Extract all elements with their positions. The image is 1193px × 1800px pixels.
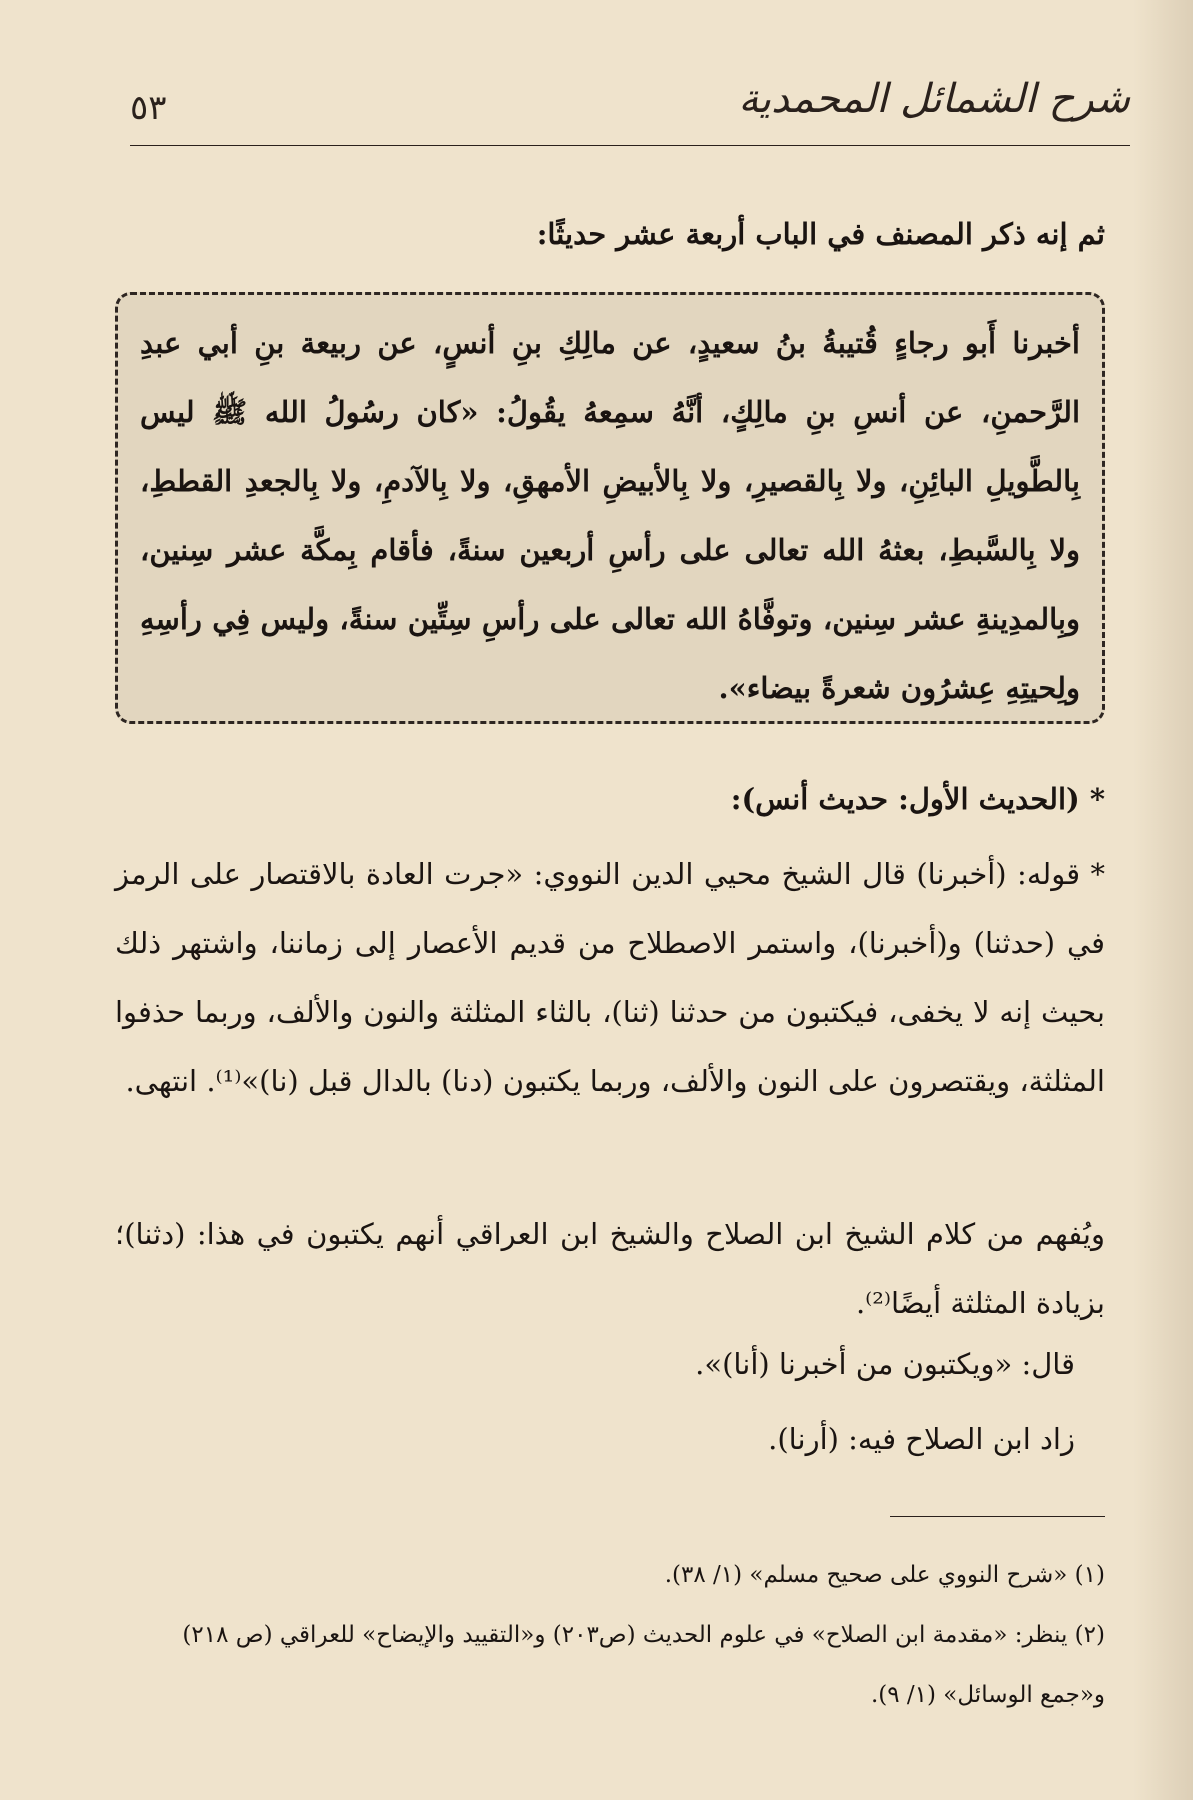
- footnotes: [115, 1545, 1105, 1725]
- hadith-text: أخبرنا أَبو رجاءٍ قُتيبةُ بنُ سعيدٍ، عن مالِكِ بنِ أنسٍ، عن ربيعة بنِ أبي عبدِ الرَّحمنِ، عن أنسِ بنِ مالِكٍ، أنَّهُ سمِعهُ يقُولُ: «كان رسُولُ الله ﷺ ليس بِالطَّويلِ البائِنِ، ولا بِالقصيرِ، ولا بِالأبيضِ الأمهقِ، ولا بِالآدمِ، ولا بِالجعدِ القططِ، ولا بِالسَّبطِ، بعثهُ الله تعالى على رأسِ أربعين سنةً، فأقام بِمكَّة عشر سِنين، وبِالمدِينةِ عشر سِنين، وتوفَّاهُ الله تعالى على رأسِ سِتِّين سنةً، وليس فِي رأسِهِ ولِحيتِهِ عِشرُون شعرةً بيضاء».: [140, 326, 1080, 705]
- hadith-box: [115, 292, 1105, 724]
- footnote-2: (٢) ينظر: «مقدمة ابن الصلاح» في علوم الحديث (ص٢٠٣) و«التقييد والإيضاح» للعراقي (ص ٢١٨) و«جمع الوسائل» (١/ ٩).: [182, 1622, 1105, 1708]
- footnote-separator: [890, 1516, 1105, 1517]
- footnote-1: (١) «شرح النووي على صحيح مسلم» (١/ ٣٨).: [664, 1562, 1105, 1588]
- paragraph-4: زاد ابن الصلاح فيه: (أرنا).: [768, 1422, 1075, 1456]
- intro-line: ثم إنه ذكر المصنف في الباب أربعة عشر حديثًا:: [536, 217, 1105, 251]
- paragraph-1: * قوله: (أخبرنا) قال الشيخ محيي الدين النووي: «جرت العادة بالاقتصار على الرمز في (حدثنا) و(أخبرنا)، واستمر الاصطلاح من قديم الأعصار إلى زماننا، واشتهر ذلك بحيث إنه لا يخفى، فيكتبون من حدثنا (ثنا)، بالثاء المثلثة والنون والألف، وربما حذفوا المثلثة، ويقتصرون على النون والألف، وربما يكتبون (دنا) بالدال قبل (نا)»⁽¹⁾. انتهى.: [115, 857, 1105, 1098]
- book-title: شرح الشمائل المحمدية: [738, 76, 1130, 122]
- paragraph-2: ويُفهم من كلام الشيخ ابن الصلاح والشيخ ابن العراقي أنهم يكتبون في هذا: (دثنا)؛ بزيادة المثلثة أيضًا⁽²⁾.: [115, 1217, 1105, 1320]
- running-header: [130, 70, 1130, 146]
- page-number: ٥٣: [130, 88, 167, 128]
- section-heading: * (الحديث الأول: حديث أنس):: [730, 782, 1105, 816]
- paragraph-3: قال: «ويكتبون من أخبرنا (أنا)».: [695, 1347, 1075, 1381]
- page-edge-shadow: [1133, 0, 1193, 1800]
